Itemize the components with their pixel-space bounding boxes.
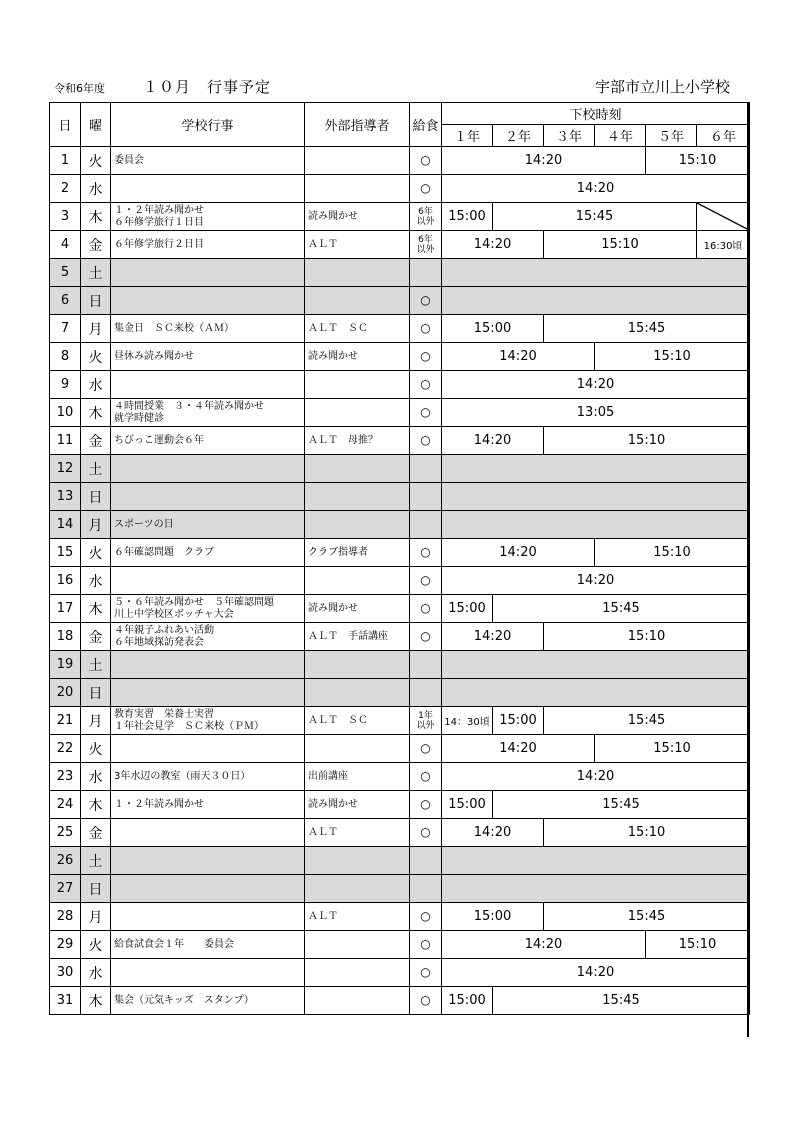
meal-cell: ○ bbox=[410, 147, 442, 175]
meal-cell: ○ bbox=[410, 175, 442, 203]
dismissal-time: 13:05 bbox=[442, 399, 750, 427]
day-number: 1 bbox=[50, 147, 81, 175]
dismissal-time: 14:20 bbox=[442, 175, 750, 203]
dismissal-time: 15:00 bbox=[442, 903, 544, 931]
event-cell bbox=[111, 903, 305, 931]
meal-cell bbox=[410, 483, 442, 511]
weekday: 水 bbox=[81, 959, 111, 987]
day-number: 25 bbox=[50, 819, 81, 847]
guest-cell: 読み聞かせ bbox=[305, 203, 410, 231]
meal-cell: ○ bbox=[410, 987, 442, 1015]
table-row bbox=[50, 931, 750, 959]
header-grade-5: ５年 bbox=[646, 125, 697, 147]
meal-cell bbox=[410, 875, 442, 903]
meal-cell: ○ bbox=[410, 931, 442, 959]
day-number: 6 bbox=[50, 287, 81, 315]
event-line: ６年地域探訪発表会 bbox=[114, 636, 204, 648]
day-number: 11 bbox=[50, 427, 81, 455]
meal-cell: ○ bbox=[410, 595, 442, 623]
event-cell bbox=[111, 707, 305, 735]
table-row bbox=[50, 483, 750, 511]
weekday: 月 bbox=[81, 315, 111, 343]
event-cell bbox=[111, 651, 305, 679]
event-line: ６年修学旅行１日目 bbox=[114, 216, 204, 228]
event-cell bbox=[111, 847, 305, 875]
table-row bbox=[50, 315, 750, 343]
dismissal-time: 15:45 bbox=[493, 595, 750, 623]
meal-cell: ○ bbox=[410, 903, 442, 931]
day-number: 19 bbox=[50, 651, 81, 679]
meal-cell: 1年 以外 bbox=[410, 707, 442, 735]
dismissal-time: 14:20 bbox=[442, 959, 750, 987]
guest-cell bbox=[305, 175, 410, 203]
dismissal-time: 14:20 bbox=[442, 427, 544, 455]
weekday: 金 bbox=[81, 231, 111, 259]
table-row bbox=[50, 623, 750, 651]
event-cell bbox=[111, 791, 305, 819]
event-line: １・２年読み聞かせ bbox=[114, 204, 204, 216]
dismissal-time: 14:20 bbox=[442, 931, 646, 959]
event-line: ６年確認問題 クラブ bbox=[114, 546, 214, 558]
day-number: 9 bbox=[50, 371, 81, 399]
guest-cell bbox=[305, 987, 410, 1015]
header-event: 学校行事 bbox=[111, 103, 305, 147]
weekday: 金 bbox=[81, 819, 111, 847]
dismissal-time: 15:00 bbox=[442, 791, 493, 819]
day-number: 30 bbox=[50, 959, 81, 987]
guest-cell bbox=[305, 679, 410, 707]
table-row bbox=[50, 203, 750, 231]
day-number: 22 bbox=[50, 735, 81, 763]
weekday: 火 bbox=[81, 147, 111, 175]
dismissal-time: 15:10 bbox=[595, 343, 750, 371]
day-number: 13 bbox=[50, 483, 81, 511]
header-grade-2: ２年 bbox=[493, 125, 544, 147]
day-number: 8 bbox=[50, 343, 81, 371]
weekday: 土 bbox=[81, 455, 111, 483]
guest-cell bbox=[305, 959, 410, 987]
weekday: 金 bbox=[81, 427, 111, 455]
meal-cell: 6年 以外 bbox=[410, 203, 442, 231]
event-cell bbox=[111, 259, 305, 287]
weekday: 木 bbox=[81, 791, 111, 819]
dismissal-time: 15:10 bbox=[544, 427, 750, 455]
event-cell bbox=[111, 987, 305, 1015]
guest-cell: ＡＬＴ 母推？ bbox=[305, 427, 410, 455]
dismissal-time: 15:00 bbox=[442, 595, 493, 623]
dismissal-time: 15:45 bbox=[493, 791, 750, 819]
meal-cell: ○ bbox=[410, 315, 442, 343]
dismissal-time: 15:00 bbox=[493, 707, 544, 735]
header-dismissal: 下校時刻 bbox=[442, 103, 750, 125]
event-cell bbox=[111, 875, 305, 903]
dismissal-time bbox=[442, 847, 750, 875]
day-number: 27 bbox=[50, 875, 81, 903]
event-line: ４時間授業 ３・４年読み聞かせ bbox=[114, 400, 264, 412]
dismissal-time: 14:20 bbox=[442, 819, 544, 847]
dismissal-time: 14:20 bbox=[442, 539, 595, 567]
table-row bbox=[50, 455, 750, 483]
weekday: 水 bbox=[81, 371, 111, 399]
day-number: 26 bbox=[50, 847, 81, 875]
table-row bbox=[50, 959, 750, 987]
table-row bbox=[50, 399, 750, 427]
guest-cell: ＡＬＴ ＳＣ bbox=[305, 315, 410, 343]
dismissal-time bbox=[442, 511, 750, 539]
guest-cell bbox=[305, 455, 410, 483]
guest-cell: 読み聞かせ bbox=[305, 791, 410, 819]
weekday: 月 bbox=[81, 903, 111, 931]
meal-cell: ○ bbox=[410, 343, 442, 371]
table-row bbox=[50, 427, 750, 455]
guest-cell bbox=[305, 147, 410, 175]
table-row bbox=[50, 651, 750, 679]
fiscal-year-label: 令和6年度 bbox=[54, 82, 105, 95]
dismissal-time: 15:00 bbox=[442, 203, 493, 231]
meal-cell: ○ bbox=[410, 791, 442, 819]
event-line: ４年親子ふれあい活動 bbox=[114, 624, 214, 636]
table-row bbox=[50, 595, 750, 623]
event-cell bbox=[111, 819, 305, 847]
school-name: 宇部市立川上小学校 bbox=[594, 78, 730, 96]
event-line: １・２年読み聞かせ bbox=[114, 798, 204, 810]
meal-cell: ○ bbox=[410, 735, 442, 763]
weekday: 火 bbox=[81, 343, 111, 371]
weekday: 水 bbox=[81, 567, 111, 595]
day-number: 21 bbox=[50, 707, 81, 735]
event-line: ちびっこ運動会６年 bbox=[114, 434, 204, 446]
guest-cell: ＡＬＴ bbox=[305, 903, 410, 931]
guest-cell bbox=[305, 847, 410, 875]
header-grade-3: ３年 bbox=[544, 125, 595, 147]
dismissal-time bbox=[442, 679, 750, 707]
event-line: 委員会 bbox=[114, 154, 144, 166]
day-number: 23 bbox=[50, 763, 81, 791]
event-cell bbox=[111, 455, 305, 483]
event-cell bbox=[111, 175, 305, 203]
event-cell bbox=[111, 763, 305, 791]
meal-cell: ○ bbox=[410, 623, 442, 651]
weekday: 火 bbox=[81, 735, 111, 763]
weekday: 金 bbox=[81, 623, 111, 651]
day-number: 3 bbox=[50, 203, 81, 231]
dismissal-time bbox=[442, 455, 750, 483]
day-number: 17 bbox=[50, 595, 81, 623]
dismissal-time: 15:45 bbox=[544, 707, 750, 735]
guest-cell bbox=[305, 287, 410, 315]
meal-cell: ○ bbox=[410, 539, 442, 567]
day-number: 4 bbox=[50, 231, 81, 259]
day-number: 16 bbox=[50, 567, 81, 595]
meal-cell bbox=[410, 847, 442, 875]
event-cell bbox=[111, 203, 305, 231]
dismissal-time: 14:20 bbox=[442, 371, 750, 399]
weekday: 火 bbox=[81, 931, 111, 959]
weekday: 木 bbox=[81, 595, 111, 623]
meal-cell bbox=[410, 259, 442, 287]
dismissal-time: 14:20 bbox=[442, 735, 595, 763]
dismissal-time bbox=[442, 483, 750, 511]
meal-cell: ○ bbox=[410, 287, 442, 315]
schedule-table bbox=[49, 102, 750, 1015]
weekday: 日 bbox=[81, 483, 111, 511]
table-row bbox=[50, 819, 750, 847]
weekday: 日 bbox=[81, 287, 111, 315]
meal-cell: 6年 以外 bbox=[410, 231, 442, 259]
table-row bbox=[50, 707, 750, 735]
weekday: 月 bbox=[81, 511, 111, 539]
dismissal-time: 15:00 bbox=[442, 315, 544, 343]
day-number: 2 bbox=[50, 175, 81, 203]
header-grade-4: ４年 bbox=[595, 125, 646, 147]
guest-cell: ＡＬＴ ＳＣ bbox=[305, 707, 410, 735]
event-cell bbox=[111, 231, 305, 259]
dismissal-time: 14:20 bbox=[442, 231, 544, 259]
event-cell bbox=[111, 623, 305, 651]
event-cell bbox=[111, 959, 305, 987]
guest-cell: ＡＬＴ bbox=[305, 231, 410, 259]
guest-cell: クラブ指導者 bbox=[305, 539, 410, 567]
dismissal-time: 15:00 bbox=[442, 987, 493, 1015]
dismissal-time: 14:20 bbox=[442, 567, 750, 595]
table-row bbox=[50, 847, 750, 875]
meal-cell: ○ bbox=[410, 427, 442, 455]
weekday: 木 bbox=[81, 987, 111, 1015]
meal-cell: ○ bbox=[410, 959, 442, 987]
dismissal-time: 15:10 bbox=[595, 735, 750, 763]
event-cell bbox=[111, 315, 305, 343]
weekday: 日 bbox=[81, 875, 111, 903]
event-line: ６年修学旅行２日目 bbox=[114, 238, 204, 250]
event-line: 教育実習 栄養士実習 bbox=[114, 708, 214, 720]
meal-cell bbox=[410, 651, 442, 679]
table-row bbox=[50, 371, 750, 399]
meal-cell: ○ bbox=[410, 371, 442, 399]
header-day: 日 bbox=[50, 103, 81, 147]
event-cell bbox=[111, 567, 305, 595]
guest-cell bbox=[305, 567, 410, 595]
dismissal-time: 15:10 bbox=[544, 819, 750, 847]
table-row bbox=[50, 763, 750, 791]
weekday: 土 bbox=[81, 651, 111, 679]
weekday: 水 bbox=[81, 763, 111, 791]
guest-cell: 読み聞かせ bbox=[305, 343, 410, 371]
day-number: 7 bbox=[50, 315, 81, 343]
page-title: １０月 行事予定 bbox=[143, 78, 272, 96]
table-row bbox=[50, 231, 750, 259]
weekday: 月 bbox=[81, 707, 111, 735]
dismissal-time: 15:45 bbox=[544, 315, 750, 343]
dismissal-time: 16:30頃 bbox=[697, 231, 750, 259]
table-row bbox=[50, 567, 750, 595]
guest-cell bbox=[305, 875, 410, 903]
event-cell bbox=[111, 343, 305, 371]
event-line: １年社会見学 ＳＣ来校（ＰＭ） bbox=[114, 720, 264, 732]
table-row bbox=[50, 987, 750, 1015]
guest-cell: ＡＬＴ bbox=[305, 819, 410, 847]
dismissal-time: 14：30頃 bbox=[442, 707, 493, 735]
event-cell bbox=[111, 427, 305, 455]
event-line: 集金日 ＳＣ来校（ＡＭ） bbox=[114, 322, 234, 334]
dismissal-time: 15:45 bbox=[493, 203, 697, 231]
meal-cell: ○ bbox=[410, 763, 442, 791]
event-cell bbox=[111, 371, 305, 399]
event-line: 3年水辺の教室（雨天３０日） bbox=[114, 770, 251, 782]
weekday: 土 bbox=[81, 259, 111, 287]
guest-cell bbox=[305, 483, 410, 511]
day-number: 31 bbox=[50, 987, 81, 1015]
no-dismissal-slash bbox=[697, 203, 750, 231]
dismissal-time: 14:20 bbox=[442, 147, 646, 175]
table-row bbox=[50, 287, 750, 315]
dismissal-time: 15:10 bbox=[646, 147, 750, 175]
meal-cell bbox=[410, 511, 442, 539]
event-cell bbox=[111, 931, 305, 959]
table-row bbox=[50, 343, 750, 371]
dismissal-time bbox=[442, 259, 750, 287]
event-cell bbox=[111, 287, 305, 315]
event-line: スポーツの日 bbox=[114, 518, 174, 530]
event-cell bbox=[111, 483, 305, 511]
day-number: 14 bbox=[50, 511, 81, 539]
day-number: 29 bbox=[50, 931, 81, 959]
meal-cell bbox=[410, 455, 442, 483]
guest-cell bbox=[305, 399, 410, 427]
event-cell bbox=[111, 511, 305, 539]
schedule-body bbox=[50, 147, 750, 1015]
header-grade-1: １年 bbox=[442, 125, 493, 147]
header-meal: 給食 bbox=[410, 103, 442, 147]
guest-cell bbox=[305, 371, 410, 399]
event-line: 集会（元気キッズ スタンプ） bbox=[114, 994, 254, 1006]
dismissal-time: 15:10 bbox=[646, 931, 750, 959]
dismissal-time: 14:20 bbox=[442, 343, 595, 371]
table-row bbox=[50, 511, 750, 539]
dismissal-time: 15:45 bbox=[493, 987, 750, 1015]
event-cell bbox=[111, 679, 305, 707]
day-number: 10 bbox=[50, 399, 81, 427]
table-row bbox=[50, 539, 750, 567]
dismissal-time: 14:20 bbox=[442, 763, 750, 791]
event-cell bbox=[111, 539, 305, 567]
weekday: 火 bbox=[81, 539, 111, 567]
table-right-edge bbox=[747, 102, 749, 1037]
day-number: 28 bbox=[50, 903, 81, 931]
day-number: 24 bbox=[50, 791, 81, 819]
header-weekday: 曜 bbox=[81, 103, 111, 147]
meal-cell: ○ bbox=[410, 399, 442, 427]
dismissal-time bbox=[442, 875, 750, 903]
weekday: 木 bbox=[81, 399, 111, 427]
table-row bbox=[50, 679, 750, 707]
dismissal-time: 15:10 bbox=[544, 231, 697, 259]
event-cell bbox=[111, 399, 305, 427]
dismissal-time: 14:20 bbox=[442, 623, 544, 651]
table-row bbox=[50, 903, 750, 931]
weekday: 土 bbox=[81, 847, 111, 875]
meal-cell: ○ bbox=[410, 819, 442, 847]
dismissal-time: 15:10 bbox=[544, 623, 750, 651]
day-number: 20 bbox=[50, 679, 81, 707]
guest-cell: 出前講座 bbox=[305, 763, 410, 791]
header-guest: 外部指導者 bbox=[305, 103, 410, 147]
event-line: 川上中学校区ボッチャ大会 bbox=[114, 608, 234, 620]
table-row bbox=[50, 175, 750, 203]
dismissal-time bbox=[442, 287, 750, 315]
day-number: 5 bbox=[50, 259, 81, 287]
event-cell bbox=[111, 595, 305, 623]
weekday: 水 bbox=[81, 175, 111, 203]
header-grade-6: ６年 bbox=[697, 125, 750, 147]
table-row bbox=[50, 875, 750, 903]
meal-cell bbox=[410, 679, 442, 707]
event-line: ５・６年読み聞かせ ５年確認問題 bbox=[114, 596, 274, 608]
guest-cell bbox=[305, 511, 410, 539]
dismissal-time: 15:45 bbox=[544, 903, 750, 931]
event-line: 就学時健診 bbox=[114, 412, 164, 424]
event-cell bbox=[111, 147, 305, 175]
day-number: 12 bbox=[50, 455, 81, 483]
event-line: 昼休み読み聞かせ bbox=[114, 350, 194, 362]
dismissal-time bbox=[442, 651, 750, 679]
table-row bbox=[50, 735, 750, 763]
guest-cell: 読み聞かせ bbox=[305, 595, 410, 623]
guest-cell bbox=[305, 931, 410, 959]
weekday: 日 bbox=[81, 679, 111, 707]
guest-cell bbox=[305, 651, 410, 679]
dismissal-time: 15:10 bbox=[595, 539, 750, 567]
day-number: 15 bbox=[50, 539, 81, 567]
table-row bbox=[50, 791, 750, 819]
weekday: 木 bbox=[81, 203, 111, 231]
day-number: 18 bbox=[50, 623, 81, 651]
event-cell bbox=[111, 735, 305, 763]
guest-cell bbox=[305, 259, 410, 287]
guest-cell bbox=[305, 735, 410, 763]
table-row bbox=[50, 259, 750, 287]
guest-cell: ＡＬＴ 手話講座 bbox=[305, 623, 410, 651]
meal-cell: ○ bbox=[410, 567, 442, 595]
table-row bbox=[50, 147, 750, 175]
event-line: 給食試食会１年 委員会 bbox=[114, 938, 234, 950]
